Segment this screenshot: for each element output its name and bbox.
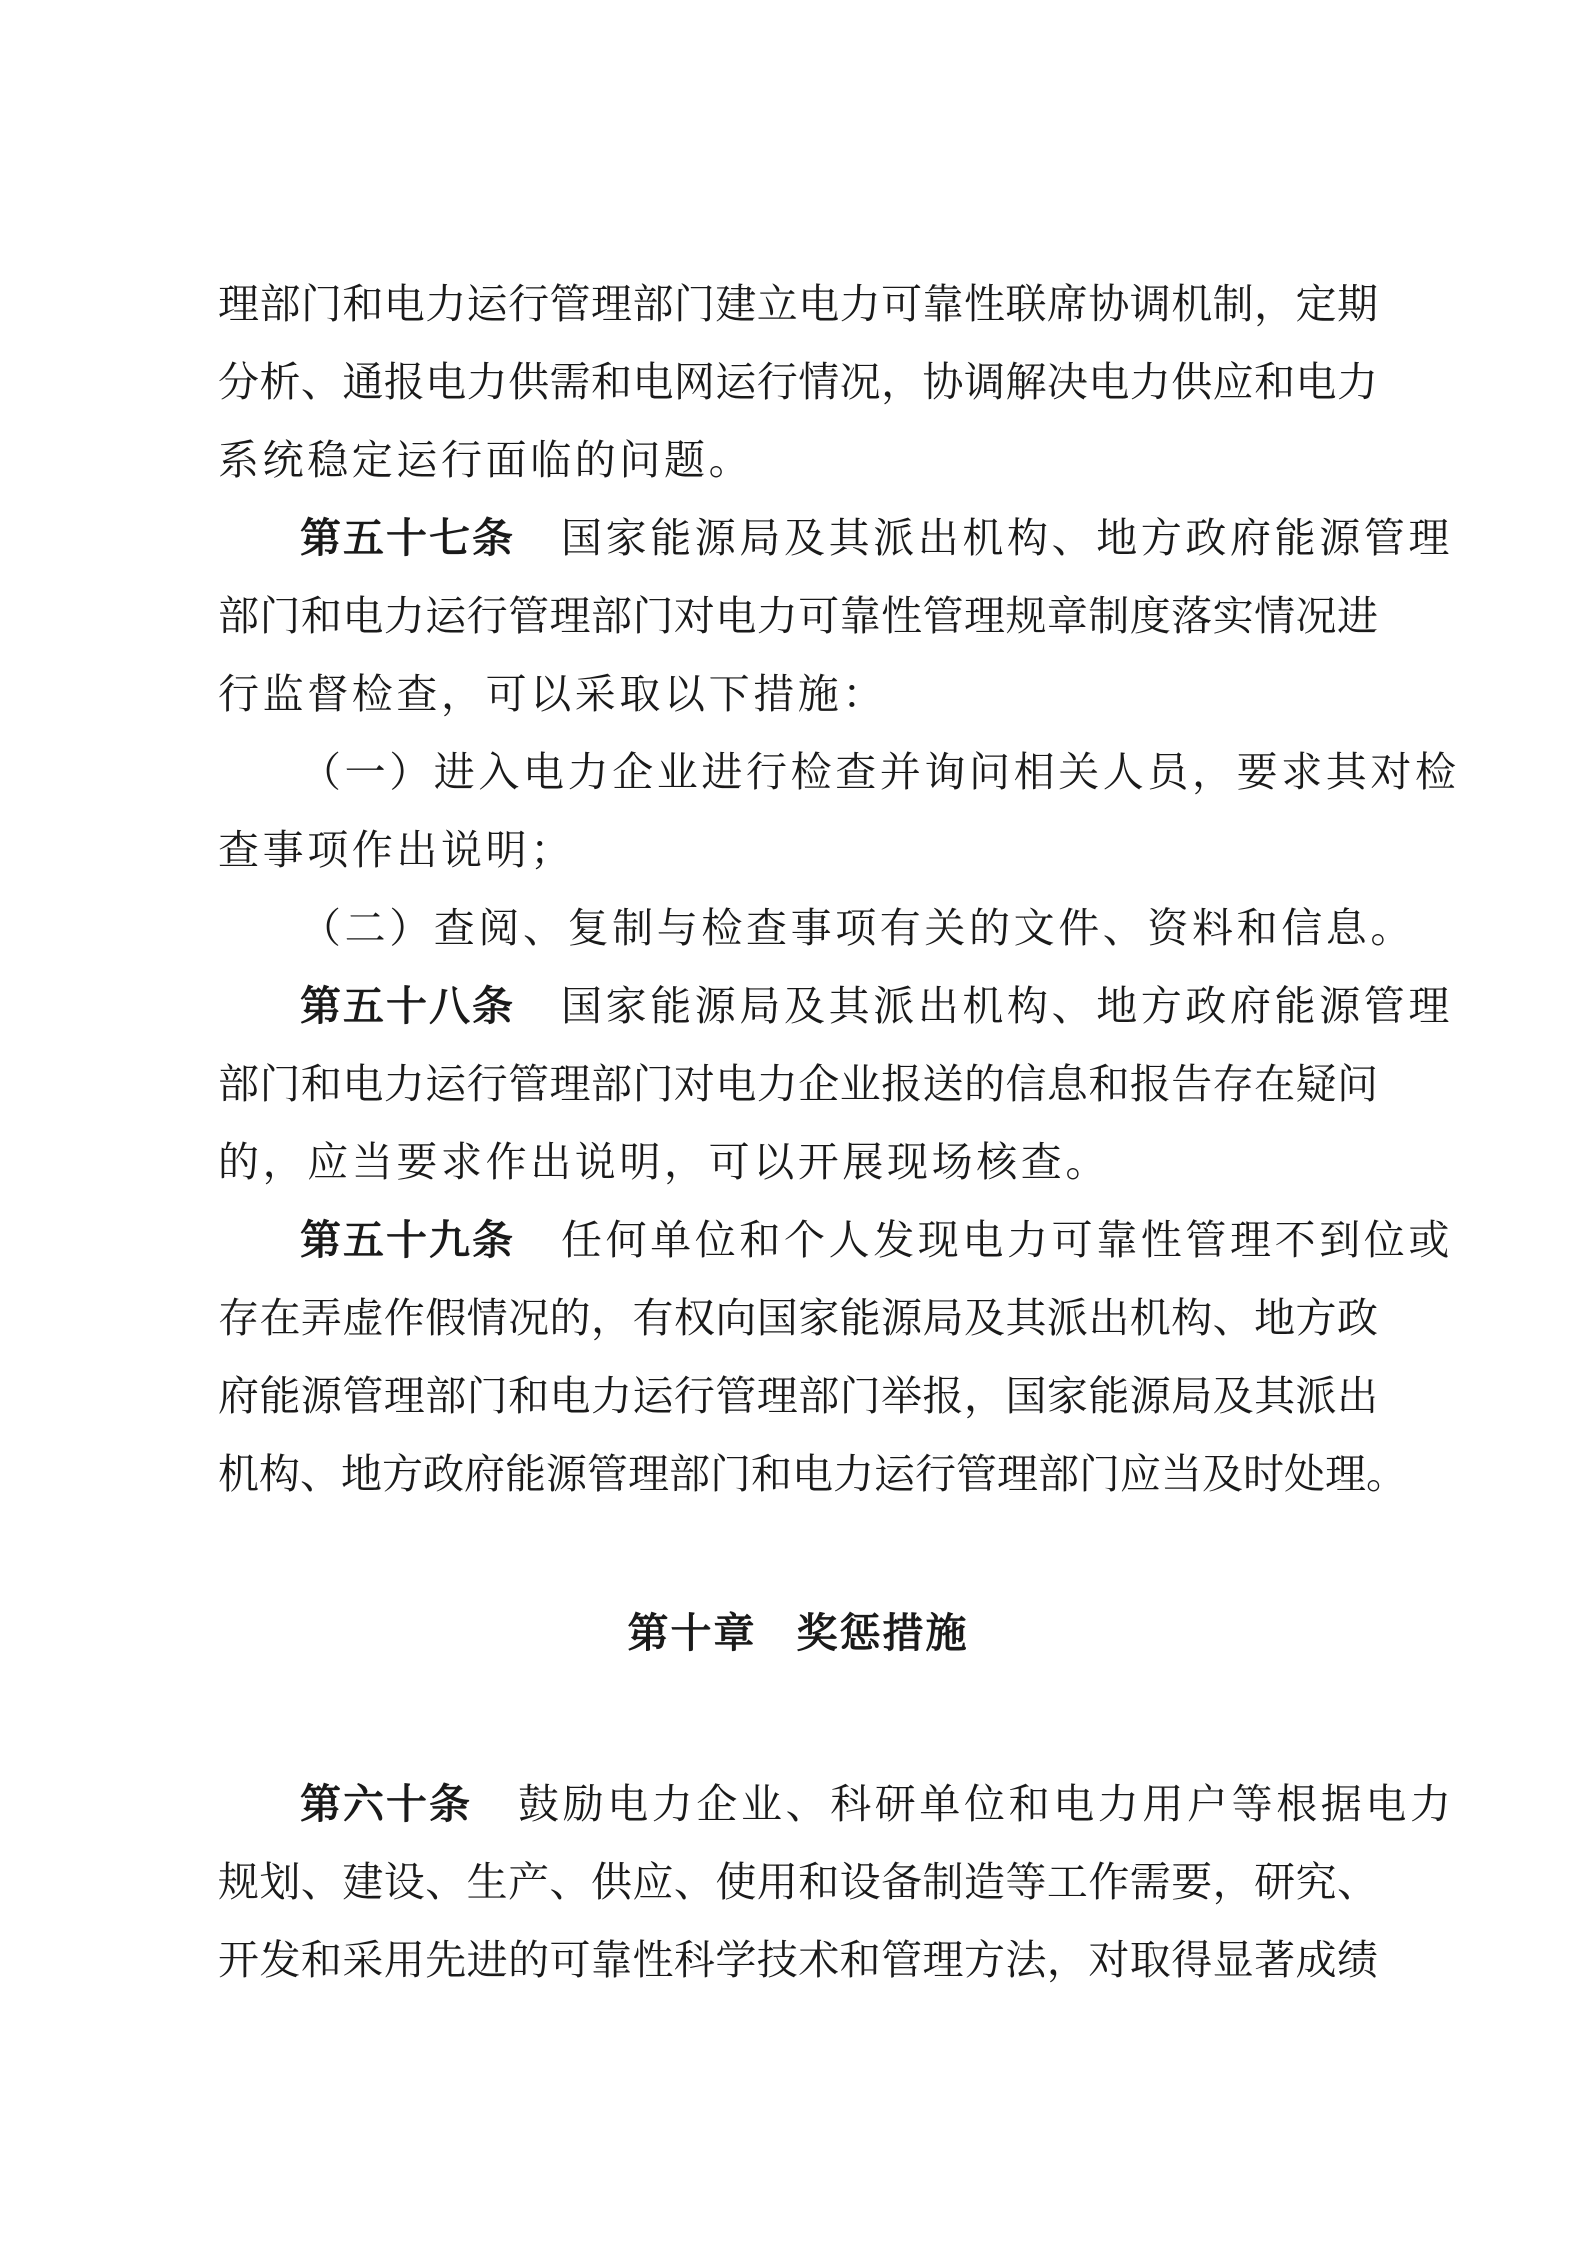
text-line: 部门和电力运行管理部门对电力企业报送的信息和报告存在疑问	[218, 1060, 1378, 1108]
text-line: 行监督检查，可以采取以下措施：	[218, 670, 887, 718]
text-line: 开发和采用先进的可靠性科学技术和管理方法，对取得显著成绩	[218, 1936, 1378, 1984]
text-line: 查事项作出说明；	[218, 826, 575, 874]
text-line: 存在弄虚作假情况的，有权向国家能源局及其派出机构、地方政	[218, 1294, 1378, 1342]
article-first-line	[218, 1201, 1453, 1279]
text-line: 机构、地方政府能源管理部门和电力运行管理部门应当及时处理。	[218, 1450, 1407, 1498]
text-line: 分析、通报电力供需和电网运行情况，协调解决电力供应和电力	[218, 358, 1378, 406]
list-item-1	[218, 733, 1460, 889]
article-60	[218, 1765, 1455, 1999]
text-line: 理部门和电力运行管理部门建立电力可靠性联席协调机制，定期	[218, 280, 1378, 328]
chapter-title: 奖惩措施	[796, 1609, 969, 1657]
article-title: 第五十八条	[300, 982, 515, 1030]
article-title: 第五十九条	[300, 1216, 515, 1264]
article-title: 第五十七条	[300, 514, 515, 562]
text-line: （一）进入电力企业进行检查并询问相关人员，要求其对检	[300, 748, 1460, 796]
paragraph-intro	[218, 265, 1378, 499]
article-first-line	[218, 1765, 1455, 1843]
text-line: 规划、建设、生产、供应、使用和设备制造等工作需要，研究、	[218, 1858, 1378, 1906]
text-line: 鼓励电力企业、科研单位和电力用户等根据电力	[518, 1780, 1455, 1828]
article-59	[218, 1201, 1453, 1513]
text-line: 国家能源局及其派出机构、地方政府能源管理	[561, 982, 1453, 1030]
article-title: 第六十条	[300, 1780, 472, 1828]
list-item-2	[218, 889, 1415, 967]
text-line: 的，应当要求作出说明，可以开展现场核查。	[218, 1138, 1110, 1186]
article-first-line	[218, 967, 1453, 1045]
text-line: 任何单位和个人发现电力可靠性管理不到位或	[561, 1216, 1453, 1264]
article-first-line	[218, 499, 1453, 577]
text-line: 府能源管理部门和电力运行管理部门举报，国家能源局及其派出	[218, 1372, 1378, 1420]
text-line: 系统稳定运行面临的问题。	[218, 436, 754, 484]
document-page	[218, 265, 1460, 1513]
text-line: （二）查阅、复制与检查事项有关的文件、资料和信息。	[300, 904, 1415, 952]
text-line: 部门和电力运行管理部门对电力可靠性管理规章制度落实情况进	[218, 592, 1378, 640]
chapter-number: 第十章	[627, 1609, 757, 1657]
article-57	[218, 499, 1453, 733]
text-line: 国家能源局及其派出机构、地方政府能源管理	[561, 514, 1453, 562]
article-58	[218, 967, 1453, 1201]
chapter-heading	[218, 1600, 1378, 1659]
